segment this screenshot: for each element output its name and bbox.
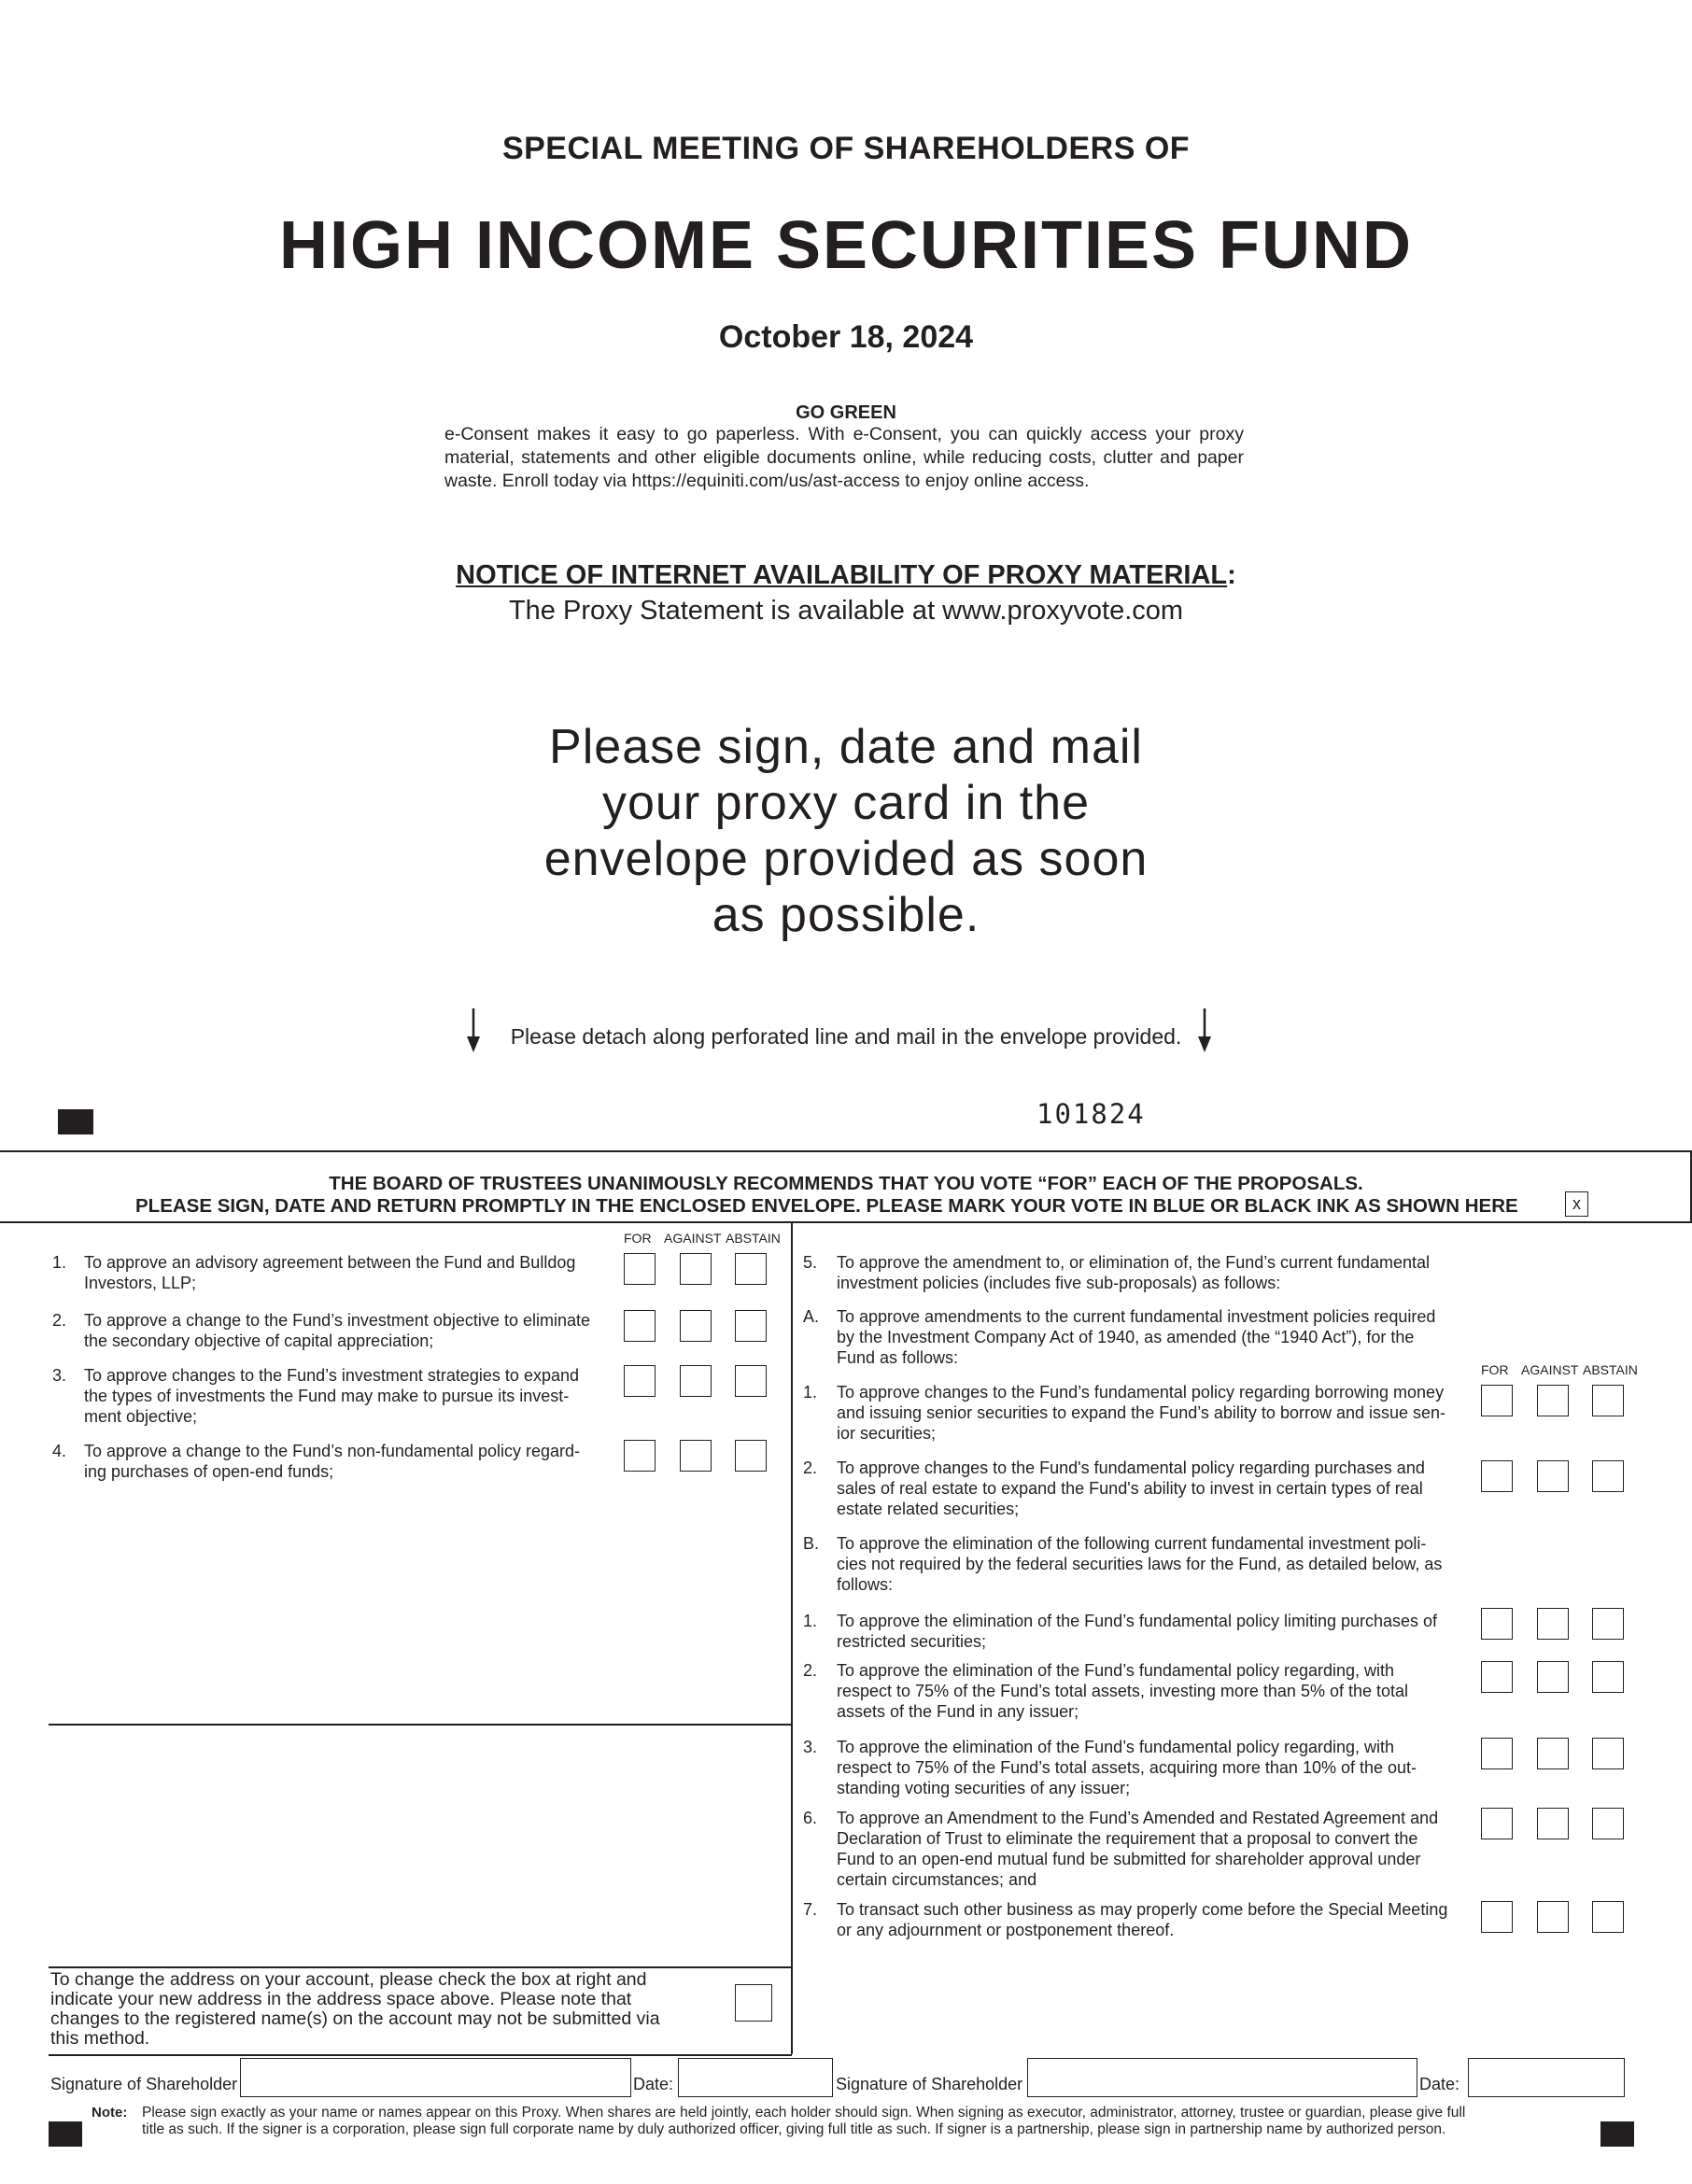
vote-for-checkbox[interactable] <box>1481 1661 1513 1693</box>
registration-mark <box>1600 2121 1634 2147</box>
proposal-number: 1. <box>52 1253 67 1272</box>
vote-abstain-checkbox[interactable] <box>1592 1808 1624 1839</box>
vote-against-checkbox[interactable] <box>1537 1460 1569 1492</box>
vote-for-checkbox[interactable] <box>1481 1901 1513 1933</box>
notice-title <box>0 560 1692 591</box>
board-recommendation-line-1: THE BOARD OF TRUSTEES UNANIMOUSLY RECOMMENDS THAT YOU VOTE “FOR” EACH OF THE PROPOSALS. <box>329 1173 1363 1194</box>
proposal-text-line: or any adjournment or postponement thereof. <box>837 1921 1175 1939</box>
proposal-number: 3. <box>52 1366 67 1385</box>
vote-against-checkbox[interactable] <box>1537 1901 1569 1933</box>
vote-for-checkbox[interactable] <box>624 1310 656 1342</box>
note-line: Please sign exactly as your name or names appear on this Proxy. When shares are held jointly, each holder should sign. When signing as executor, administrator, attorney, trustee or guardian, please give full <box>142 2105 1466 2121</box>
proposal-text <box>84 1365 607 1427</box>
proposal-text-line: To approve a change to the Fund’s investment objective to eliminate <box>84 1311 590 1330</box>
column-divider <box>791 1223 793 2054</box>
signature-label: Signature of Shareholder <box>836 2075 1023 2093</box>
proposal-text-line: Fund to an open-end mutual fund be submitted for shareholder approval under <box>837 1850 1421 1868</box>
meeting-date: October 18, 2024 <box>718 319 974 355</box>
vote-against-checkbox[interactable] <box>680 1253 712 1285</box>
vote-for-checkbox[interactable] <box>1481 1608 1513 1640</box>
note-line: title as such. If the signer is a corporation, please sign full corporate name by duly authorized officer, giving full title as such. If signer is a partnership, please sign in partnership name by authorized person. <box>142 2121 1446 2137</box>
vote-for-checkbox[interactable] <box>1481 1738 1513 1769</box>
down-arrow-icon <box>1196 1008 1213 1053</box>
vote-against-checkbox[interactable] <box>680 1365 712 1397</box>
vote-abstain-checkbox[interactable] <box>735 1365 767 1397</box>
proposal-text-line: the secondary objective of capital appreciation; <box>84 1332 434 1350</box>
mail-instructions-line: Please sign, date and mail <box>549 720 1143 774</box>
proposal-text-line: To approve amendments to the current fundamental investment policies required <box>837 1307 1436 1326</box>
proposal-text-line: To approve a change to the Fund’s non-fundamental policy regard- <box>84 1442 581 1460</box>
proposal-text-line: To approve the elimination of the following current fundamental investment poli- <box>837 1534 1427 1553</box>
go-green-body: e-Consent makes it easy to go paperless. With e-Consent, you can quickly access your proxy material, statements and other eligible documents online, while reducing costs, clutter and paper waste. Enroll today via https://equiniti.com/us/ast-access to enjoy online access. <box>444 424 1244 491</box>
signature-field[interactable] <box>240 2058 631 2097</box>
proposal-number: A. <box>803 1307 820 1326</box>
proposal-text-line: assets of the Fund in any issuer; <box>837 1702 1079 1721</box>
column-header-against: AGAINST <box>664 1231 722 1246</box>
vote-abstain-checkbox[interactable] <box>1592 1901 1624 1933</box>
signature-field[interactable] <box>1027 2058 1417 2097</box>
column-header-for: FOR <box>624 1231 652 1246</box>
proposal-number: 4. <box>52 1442 67 1460</box>
notice-title-text: NOTICE OF INTERNET AVAILABILITY OF PROXY MATERIAL <box>456 560 1228 590</box>
proposal-text-line: To transact such other business as may properly come before the Special Meeting <box>837 1900 1448 1919</box>
proposal-text-line: certain circumstances; and <box>837 1870 1037 1889</box>
go-green-title: GO GREEN <box>796 402 896 423</box>
address-change-top-rule <box>49 1966 792 1968</box>
proposal-number: 1. <box>803 1383 818 1402</box>
column-header-for: FOR <box>1481 1362 1509 1377</box>
proposal-number: 1. <box>803 1612 818 1630</box>
sample-mark-box: x <box>1565 1191 1588 1217</box>
column-header-abstain: ABSTAIN <box>1583 1362 1638 1377</box>
proposal-number: 5. <box>803 1253 818 1272</box>
detach-instructions: Please detach along perforated line and mail in the envelope provided. <box>510 1024 1182 1049</box>
vote-against-checkbox[interactable] <box>1537 1661 1569 1693</box>
proposal-text-line: ior securities; <box>837 1424 937 1443</box>
vote-for-checkbox[interactable] <box>1481 1385 1513 1416</box>
mail-instructions-line: your proxy card in the <box>601 776 1091 830</box>
proposal-text-line: To approve the amendment to, or elimination of, the Fund’s current fundamental <box>837 1253 1431 1272</box>
proposal-text-line: follows: <box>837 1575 894 1594</box>
proposal-text-line: sales of real estate to expand the Fund's ability to invest in certain types of real <box>837 1479 1423 1498</box>
proposal-text <box>837 1382 1472 1444</box>
proposal-text <box>837 1737 1472 1798</box>
proposal-number: 2. <box>803 1661 818 1680</box>
proposal-text <box>837 1252 1472 1293</box>
vote-abstain-checkbox[interactable] <box>735 1310 767 1342</box>
proposal-text-line: To approve an advisory agreement between the Fund and Bulldog <box>84 1253 576 1272</box>
date-field[interactable] <box>678 2058 833 2097</box>
proposal-text-line: To approve the elimination of the Fund’s fundamental policy regarding, with <box>837 1738 1395 1756</box>
address-change-instructions <box>50 1970 704 2049</box>
vote-against-checkbox[interactable] <box>1537 1608 1569 1640</box>
vote-against-checkbox[interactable] <box>680 1310 712 1342</box>
mail-instructions <box>426 719 1266 943</box>
signature-label: Signature of Shareholder <box>50 2075 238 2093</box>
vote-against-checkbox[interactable] <box>1537 1738 1569 1769</box>
note-text <box>142 2105 1580 2138</box>
address-change-line: indicate your new address in the address space above. Please note that <box>50 1989 632 2009</box>
proposal-text-line: Investors, LLP; <box>84 1274 197 1292</box>
serial-number: 101824 <box>1036 1098 1146 1130</box>
address-area-divider <box>49 1724 792 1726</box>
proposal-text-line: and issuing senior securities to expand the Fund’s ability to borrow and issue sen- <box>837 1403 1446 1422</box>
proposal-text-line: Declaration of Trust to eliminate the requirement that a proposal to convert the <box>837 1829 1418 1848</box>
date-label: Date: <box>633 2075 674 2093</box>
vote-against-checkbox[interactable] <box>1537 1385 1569 1416</box>
proposal-number: 2. <box>52 1311 67 1330</box>
proposal-text <box>837 1458 1472 1519</box>
address-change-line: this method. <box>50 2028 150 2049</box>
proposal-text-line: To approve the elimination of the Fund’s fundamental policy regarding, with <box>837 1661 1395 1680</box>
proposal-text-line: by the Investment Company Act of 1940, as amended (the “1940 Act”), for the <box>837 1328 1415 1346</box>
mail-instructions-line: envelope provided as soon <box>543 832 1149 886</box>
proposal-text <box>837 1808 1472 1890</box>
vote-for-checkbox[interactable] <box>1481 1808 1513 1839</box>
proposal-text-line: restricted securities; <box>837 1632 987 1651</box>
vote-against-checkbox[interactable] <box>680 1440 712 1472</box>
proposal-text <box>837 1660 1472 1722</box>
meeting-heading: SPECIAL MEETING OF SHAREHOLDERS OF <box>501 131 1191 166</box>
registration-mark <box>58 1109 93 1134</box>
registration-mark <box>49 2121 82 2147</box>
proposal-text-line: cies not required by the federal securities laws for the Fund, as detailed below, as <box>837 1555 1443 1573</box>
vote-against-checkbox[interactable] <box>1537 1808 1569 1839</box>
proposal-text-line: To approve the elimination of the Fund’s fundamental policy limiting purchases of <box>837 1612 1438 1630</box>
proposal-text-line: To approve an Amendment to the Fund’s Amended and Restated Agreement and <box>837 1809 1439 1827</box>
proposal-number: B. <box>803 1534 820 1553</box>
vote-abstain-checkbox[interactable] <box>1592 1460 1624 1492</box>
proposal-text <box>837 1533 1472 1595</box>
vote-abstain-checkbox[interactable] <box>735 1253 767 1285</box>
proposal-number: 3. <box>803 1738 818 1756</box>
proposal-text-line: estate related securities; <box>837 1500 1020 1518</box>
board-recommendation-line-2: PLEASE SIGN, DATE AND RETURN PROMPTLY IN THE ENCLOSED ENVELOPE. PLEASE MARK YOUR VOTE IN BLUE OR BLACK INK AS SHOWN HERE <box>135 1195 1518 1217</box>
address-change-checkbox[interactable] <box>735 1984 772 2022</box>
proposal-text <box>84 1310 607 1351</box>
proposal-number: 2. <box>803 1458 818 1477</box>
vote-for-checkbox[interactable] <box>1481 1460 1513 1492</box>
notice-title-colon: : <box>1227 560 1236 590</box>
proposal-number: 7. <box>803 1900 818 1919</box>
proposal-text <box>84 1252 607 1293</box>
vote-abstain-checkbox[interactable] <box>1592 1738 1624 1769</box>
proposal-text-line: standing voting securities of any issuer; <box>837 1779 1131 1797</box>
address-change-line: changes to the registered name(s) on the account may not be submitted via <box>50 2008 660 2029</box>
fund-name-title: HIGH INCOME SECURITIES FUND <box>278 208 1414 283</box>
vote-for-checkbox[interactable] <box>624 1365 656 1397</box>
vote-for-checkbox[interactable] <box>624 1440 656 1472</box>
proposal-text-line: To approve changes to the Fund’s fundamental policy regarding borrowing money <box>837 1383 1445 1402</box>
proposal-text-line: respect to 75% of the Fund’s total assets, investing more than 5% of the total <box>837 1682 1409 1700</box>
proposal-text-line: To approve changes to the Fund's fundamental policy regarding purchases and <box>837 1458 1425 1477</box>
proposal-text-line: To approve changes to the Fund’s investment strategies to expand <box>84 1366 579 1385</box>
proposal-number: 6. <box>803 1809 818 1827</box>
proposal-text-line: ment objective; <box>84 1407 198 1426</box>
note-label: Note: <box>92 2105 128 2121</box>
proposal-text <box>837 1611 1472 1652</box>
proposal-text-line: the types of investments the Fund may make to pursue its invest- <box>84 1387 570 1405</box>
date-label: Date: <box>1419 2075 1460 2093</box>
proposal-text-line: investment policies (includes five sub-proposals) as follows: <box>837 1274 1281 1292</box>
proposal-text <box>84 1441 607 1482</box>
notice-body: The Proxy Statement is available at www.proxyvote.com <box>508 596 1184 626</box>
mail-instructions-line: as possible. <box>712 888 980 942</box>
proposal-text-line: Fund as follows: <box>837 1348 959 1367</box>
vote-for-checkbox[interactable] <box>624 1253 656 1285</box>
address-change-line: To change the address on your account, please check the box at right and <box>50 1969 647 1990</box>
proposal-text-line: respect to 75% of the Fund’s total assets, acquiring more than 10% of the out- <box>837 1758 1417 1777</box>
date-field[interactable] <box>1468 2058 1625 2097</box>
column-header-abstain: ABSTAIN <box>726 1231 781 1246</box>
vote-abstain-checkbox[interactable] <box>1592 1608 1624 1640</box>
proposal-text <box>837 1899 1472 1940</box>
vote-abstain-checkbox[interactable] <box>1592 1661 1624 1693</box>
vote-abstain-checkbox[interactable] <box>1592 1385 1624 1416</box>
proposal-text-line: ing purchases of open-end funds; <box>84 1462 334 1481</box>
address-change-bottom-rule <box>49 2054 792 2056</box>
column-header-against: AGAINST <box>1521 1362 1579 1377</box>
proposal-text <box>837 1306 1472 1368</box>
vote-abstain-checkbox[interactable] <box>735 1440 767 1472</box>
